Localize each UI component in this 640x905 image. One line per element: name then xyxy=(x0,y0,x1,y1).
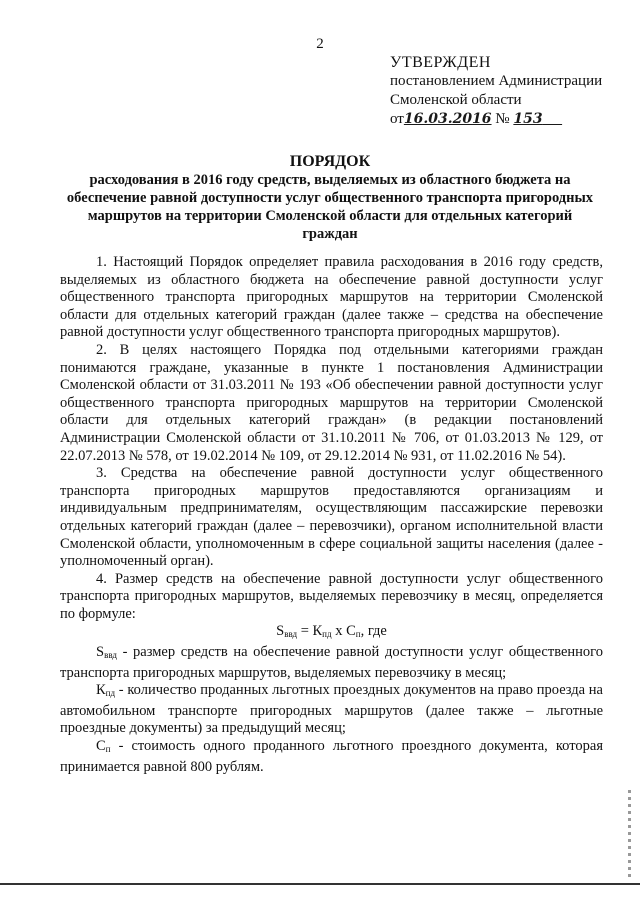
scan-edge-marks xyxy=(628,790,631,880)
number-label: № xyxy=(495,111,510,127)
scan-bottom-edge xyxy=(0,883,640,885)
paragraph-2: 2. В целях настоящего Порядка под отдельными категориями граждан понимаются граждане, указанные в пункте 1 постановления Администрации Смоленской области от 31.03.2011 № 193 «Об обеспечении равной доступности услуг общественного транспорта пригородных маршрутов на территории Смоленской области для отдельных категорий граждан» (в редакции постановлений Администрации Смоленской области от 31.10.2011 № 706, от 01.03.2013 № 129, от 22.07.2013 № 578, от 19.02.2014 № 109, от 29.12.2014 № 931, от 11.02.2016 № 54). xyxy=(60,341,603,464)
formula-definitions xyxy=(60,644,603,776)
document-body xyxy=(60,254,603,776)
handwritten-date: 16.03.2016 xyxy=(403,111,492,127)
approval-stamp xyxy=(390,53,602,129)
approval-date-row xyxy=(390,110,602,129)
definition-s: $S_{ввд}$ - размер средств на обеспечение равной доступности услуг общественного транспорта пригородных маршрутов, выделяемых перевозчику в месяц; xyxy=(60,644,603,681)
handwritten-number: 153 xyxy=(513,111,543,127)
page-number: 2 xyxy=(316,36,324,52)
paragraph-4: 4. Размер средств на обеспечение равной доступности услуг общественного транспорта пригородных маршрутов, выделяемых перевозчику в месяц, определяется по формуле: xyxy=(60,570,603,622)
formula: $S_{ввд} = К_{пд}$ х $С_п$, где xyxy=(276,623,387,640)
document-title xyxy=(60,152,600,243)
paragraph-1: 1. Настоящий Порядок определяет правила расходования в 2016 году средств, выделяемых из областного бюджета на обеспечение равной доступности услуг общественного транспорта пригородных маршрутов на территории Смоленской области для отдельных категорий граждан (далее также – средства на обеспечение равной доступности услуг общественного транспорта пригородных маршрутов). xyxy=(60,254,603,341)
approval-line-1: постановлением Администрации xyxy=(390,73,603,89)
paragraph-3: 3. Средства на обеспечение равной доступности услуг общественного транспорта пригородных маршрутов предоставляются организациям и индивидуальным предпринимателям, осуществляющим пассажирские перевозки отдельных категорий граждан (далее – перевозчики), органом исполнительной власти Смоленской области, уполномоченным в сфере социальной защиты населения (далее - уполномоченный орган). xyxy=(60,465,603,570)
approved-word: УТВЕРЖДЕН xyxy=(390,54,491,71)
title-subtitle: расходования в 2016 году средств, выделяемых из областного бюджета на обеспечение равной доступности услуг общественного транспорта пригородных маршрутов на территории Смоленской области для отдельных категорий граждан xyxy=(66,172,594,242)
definition-k: $К_{пд}$ - количество проданных льготных проездных документов на право проезда на автомобильном транспорте пригородных маршрутов (далее также – льготные проездные документы) за предыдущий месяц; xyxy=(60,682,603,737)
approval-line-2: Смоленской области xyxy=(390,92,522,108)
definition-c: $С_п$ - стоимость одного проданного льготного проездного документа, которая принимается равной 800 рублям. xyxy=(60,738,603,775)
title-heading: ПОРЯДОК xyxy=(289,153,371,170)
date-prefix: от xyxy=(390,111,404,127)
